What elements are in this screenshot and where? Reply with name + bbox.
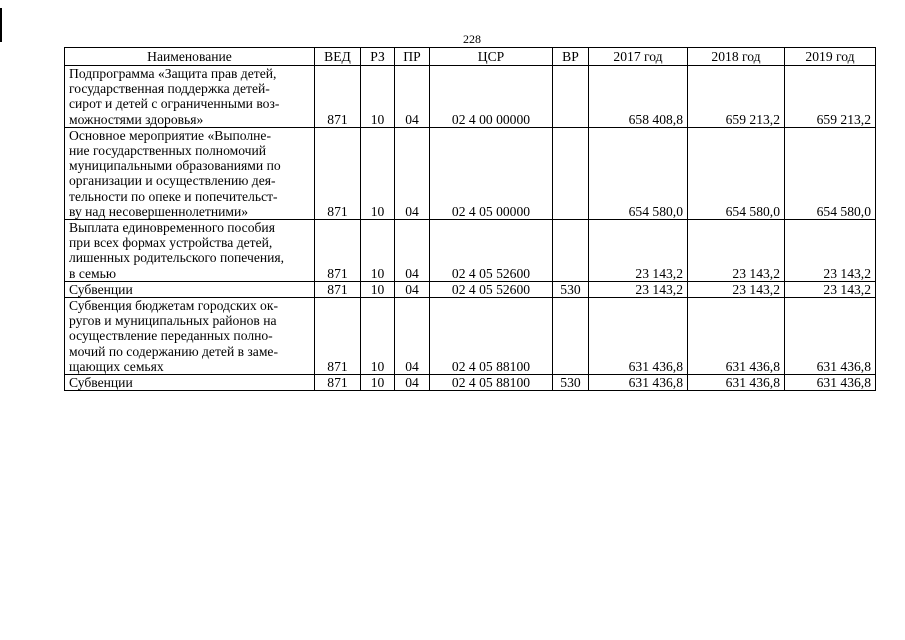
row-name xyxy=(65,298,315,375)
row-name-line: при всех формах устройства детей, xyxy=(69,235,273,251)
row-ved: 871 xyxy=(315,375,361,391)
row-name-line: Подпрограмма «Защита прав детей, xyxy=(69,66,277,81)
row-pr: 04 xyxy=(395,66,430,128)
row-name xyxy=(65,281,315,297)
header-rz: РЗ xyxy=(361,48,395,66)
row-name-line: Субвенция бюджетам городских ок- xyxy=(69,298,278,314)
row-2019: 631 436,8 xyxy=(785,375,876,391)
row-pr: 04 xyxy=(395,127,430,219)
row-name-line: осуществление переданных полно- xyxy=(69,328,273,344)
row-2017: 23 143,2 xyxy=(589,281,688,297)
header-name: Наименование xyxy=(65,48,315,66)
row-2017: 658 408,8 xyxy=(589,66,688,128)
row-csr: 02 4 00 00000 xyxy=(430,66,553,128)
row-ved: 871 xyxy=(315,281,361,297)
row-name-line: Субвенции xyxy=(69,281,133,297)
header-pr: ПР xyxy=(395,48,430,66)
row-2019: 631 436,8 xyxy=(785,298,876,375)
row-2018: 631 436,8 xyxy=(688,298,785,375)
row-2019: 659 213,2 xyxy=(785,66,876,128)
row-rz: 10 xyxy=(361,220,395,282)
row-ved: 871 xyxy=(315,66,361,128)
row-name-line: муниципальными образованиями по xyxy=(69,158,281,174)
row-rz: 10 xyxy=(361,375,395,391)
row-csr: 02 4 05 52600 xyxy=(430,281,553,297)
row-name-line: мочий по содержанию детей в заме- xyxy=(69,343,278,359)
row-name-line: организации и осуществлению дея- xyxy=(69,173,276,189)
header-2019: 2019 год xyxy=(785,48,876,66)
header-csr: ЦСР xyxy=(430,48,553,66)
row-name-line: тельности по опеке и попечительст- xyxy=(69,188,278,204)
row-csr: 02 4 05 88100 xyxy=(430,298,553,375)
page-number: 228 xyxy=(463,32,481,46)
row-2017: 631 436,8 xyxy=(589,298,688,375)
row-2018: 659 213,2 xyxy=(688,66,785,128)
header-ved: ВЕД xyxy=(315,48,361,66)
row-ved: 871 xyxy=(315,220,361,282)
row-vr xyxy=(553,66,589,128)
row-vr: 530 xyxy=(553,281,589,297)
row-2019: 23 143,2 xyxy=(785,220,876,282)
header-2017: 2017 год xyxy=(589,48,688,66)
row-rz: 10 xyxy=(361,66,395,128)
budget-table xyxy=(64,47,876,391)
row-name-line: государственная поддержка детей- xyxy=(69,81,270,97)
row-ved: 871 xyxy=(315,298,361,375)
table-row xyxy=(65,127,876,219)
row-name-line: можностями здоровья» xyxy=(69,111,204,127)
row-name-line: сирот и детей с ограниченными воз- xyxy=(69,96,280,112)
row-2018: 23 143,2 xyxy=(688,281,785,297)
row-ved: 871 xyxy=(315,127,361,219)
row-2018: 23 143,2 xyxy=(688,220,785,282)
row-csr: 02 4 05 52600 xyxy=(430,220,553,282)
row-name-line: ву над несовершеннолетними» xyxy=(69,203,249,219)
row-pr: 04 xyxy=(395,220,430,282)
row-vr xyxy=(553,127,589,219)
row-2018: 631 436,8 xyxy=(688,375,785,391)
table-row xyxy=(65,220,876,282)
table-row xyxy=(65,375,876,391)
row-rz: 10 xyxy=(361,127,395,219)
row-pr: 04 xyxy=(395,375,430,391)
row-2017: 654 580,0 xyxy=(589,127,688,219)
row-pr: 04 xyxy=(395,281,430,297)
row-vr xyxy=(553,220,589,282)
table-row xyxy=(65,66,876,128)
row-2017: 631 436,8 xyxy=(589,375,688,391)
row-name-line: лишенных родительского попечения, xyxy=(69,250,285,266)
row-name xyxy=(65,66,315,128)
row-rz: 10 xyxy=(361,298,395,375)
row-csr: 02 4 05 88100 xyxy=(430,375,553,391)
row-name xyxy=(65,127,315,219)
row-pr: 04 xyxy=(395,298,430,375)
row-rz: 10 xyxy=(361,281,395,297)
row-name-line: щающих семьях xyxy=(69,358,164,374)
row-name-line: Субвенции xyxy=(69,375,133,391)
row-vr: 530 xyxy=(553,375,589,391)
row-name xyxy=(65,375,315,391)
header-2018: 2018 год xyxy=(688,48,785,66)
header-row xyxy=(65,48,876,66)
row-vr xyxy=(553,298,589,375)
row-name-line: Выплата единовременного пособия xyxy=(69,220,275,236)
row-name-line: в семью xyxy=(69,265,117,281)
row-2019: 654 580,0 xyxy=(785,127,876,219)
table-row xyxy=(65,281,876,297)
row-name-line: ругов и муниципальных районов на xyxy=(69,313,277,329)
header-vr: ВР xyxy=(553,48,589,66)
row-name-line: ние государственных полномочий xyxy=(69,143,267,159)
row-2017: 23 143,2 xyxy=(589,220,688,282)
row-name xyxy=(65,220,315,282)
table-row xyxy=(65,298,876,375)
row-name-line: Основное мероприятие «Выполне- xyxy=(69,127,271,143)
row-csr: 02 4 05 00000 xyxy=(430,127,553,219)
row-2018: 654 580,0 xyxy=(688,127,785,219)
row-2019: 23 143,2 xyxy=(785,281,876,297)
